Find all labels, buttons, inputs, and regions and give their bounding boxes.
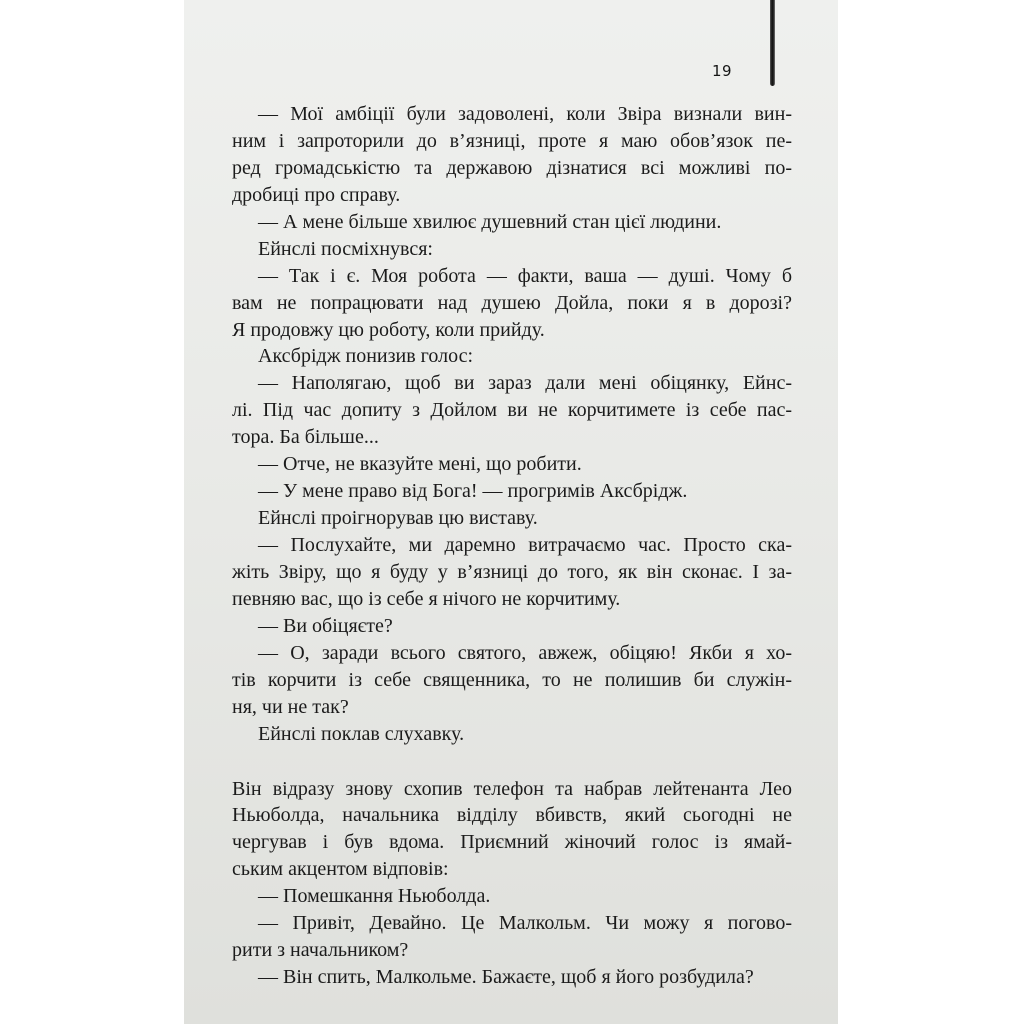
- text-line: — Отче, не вказуйте мені, що робити.: [258, 453, 582, 476]
- text-line: — Помешкання Ньюболда.: [258, 885, 491, 908]
- text-line: певняю вас, що із себе я нічого не корчитиму.: [232, 587, 621, 610]
- text-line: дробиці про справу.: [232, 183, 401, 206]
- text-line: — О, заради всього святого, авжеж, обіцяю! Якби я хо-: [258, 641, 792, 664]
- body-text: [232, 101, 792, 991]
- page-number: 19: [712, 62, 733, 80]
- text-line: Ейнслі поклав слухавку.: [258, 722, 465, 745]
- text-line: вам не попрацювати над душею Дойла, поки я в дорозі?: [232, 291, 792, 314]
- paragraph: [232, 209, 792, 236]
- paragraph: [232, 451, 792, 478]
- text-line: тора. Ба більше...: [232, 426, 379, 449]
- text-line: — Він спить, Малкольме. Бажаєте, щоб я його розбудила?: [258, 966, 754, 989]
- paragraph: [232, 910, 792, 964]
- text-line: Аксбрідж понизив голос:: [258, 345, 474, 368]
- text-line: Він відразу знову схопив телефон та набрав лейтенанта Лео: [232, 777, 792, 800]
- text-line: — Ви обіцяєте?: [258, 614, 393, 637]
- text-line: рити з начальником?: [232, 939, 409, 962]
- text-line: — Так і є. Моя робота — факти, ваша — душі. Чому б: [258, 264, 792, 287]
- text-line: Ейнслі посміхнувся:: [258, 237, 433, 260]
- section-break: [232, 748, 792, 776]
- paragraph: [232, 613, 792, 640]
- text-line: ським акцентом відповів:: [232, 858, 449, 881]
- section-after-break: [232, 776, 792, 992]
- text-line: — Наполягаю, щоб ви зараз дали мені обіцянку, Ейнс-: [258, 372, 792, 395]
- paragraph: [232, 505, 792, 532]
- paragraph: [232, 101, 792, 209]
- text-line: лі. Під час допиту з Дойлом ви не корчитимете із себе пас-: [232, 399, 792, 422]
- paragraph: [232, 964, 792, 991]
- text-line: — Привіт, Девайно. Це Малкольм. Чи можу я погово-: [258, 912, 792, 935]
- text-line: ня, чи не так?: [232, 695, 349, 718]
- section-before-break: [232, 101, 792, 748]
- text-line: ред громадськістю та державою дізнатися всі можливі по-: [232, 156, 792, 179]
- text-line: тів корчити із себе священника, то не полишив би служін-: [232, 668, 792, 691]
- text-line: Я продовжу цю роботу, коли прийду.: [232, 318, 545, 341]
- paragraph: [232, 883, 792, 910]
- text-line: чергував і був вдома. Приємний жіночий голос із ямай-: [232, 831, 792, 854]
- paragraph: [232, 236, 792, 263]
- paragraph: [232, 776, 792, 884]
- text-line: — А мене більше хвилює душевний стан цієї людини.: [258, 210, 722, 233]
- text-line: Ейнслі проігнорував цю виставу.: [258, 507, 538, 530]
- text-line: — У мене право від Бога! — прогримів Аксбрідж.: [258, 480, 688, 503]
- text-line: ним і запроторили до в’язниці, проте я маю обов’язок пе-: [232, 129, 792, 152]
- page-edge-marker: [770, 0, 775, 86]
- paragraph: [232, 263, 792, 344]
- book-page: [184, 0, 838, 1024]
- text-line: — Мої амбіції були задоволені, коли Звіра визнали вин-: [258, 103, 792, 125]
- paragraph: [232, 532, 792, 613]
- paragraph: [232, 370, 792, 451]
- paragraph: [232, 640, 792, 721]
- text-line: Ньюболда, начальника відділу вбивств, який сьогодні не: [232, 804, 792, 827]
- paragraph: [232, 478, 792, 505]
- paragraph: [232, 721, 792, 748]
- paragraph: [232, 343, 792, 370]
- text-line: — Послухайте, ми даремно витрачаємо час. Просто ска-: [258, 534, 792, 556]
- text-line: жіть Звіру, що я буду у в’язниці до того, як він сконає. І за-: [232, 560, 792, 583]
